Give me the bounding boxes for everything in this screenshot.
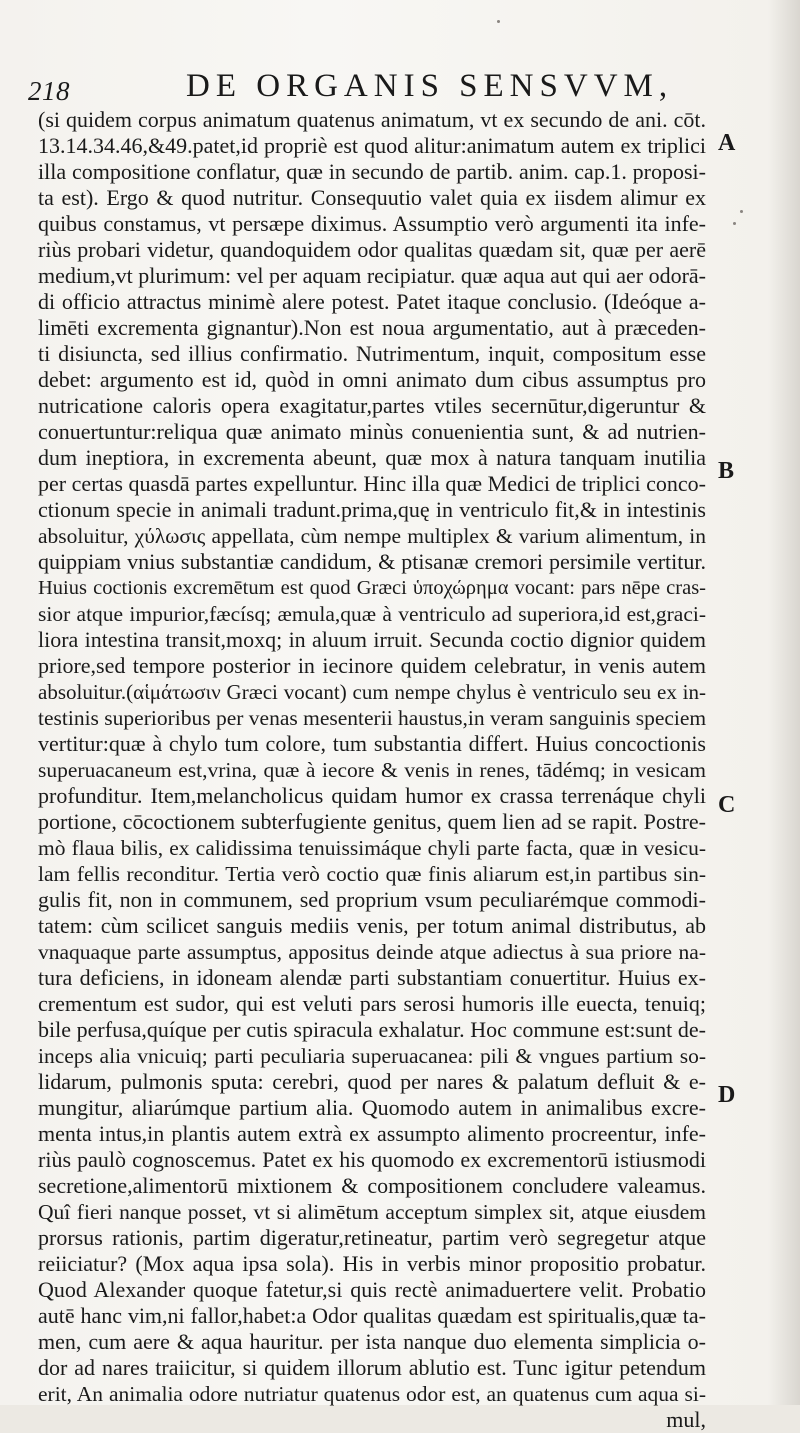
text-line: mò flaua bilis, ex calidissima tenuissimáque chyli parte facta, quæ in vesicu- bbox=[38, 836, 706, 860]
margin-letter-b: B bbox=[718, 458, 735, 484]
text-line: liora intestina transit,moxq; in aluum irruit. Secunda coctio dignior quidem bbox=[38, 627, 706, 652]
text-line: lam fellis reconditur. Tertia verò coctio quæ finis aliarum est,in partibus sin- bbox=[38, 862, 706, 886]
text-line: bile perfusa,quíque per cutis spiracula exhalatur. Hoc commune est:sunt de- bbox=[38, 1017, 706, 1042]
page-header bbox=[28, 68, 708, 108]
text-line: vnaquaque parte assumptus, appositus deinde atque adiectus à sua priore na- bbox=[38, 940, 706, 964]
text-line: erit, An animalia odore nutriatur quatenus odor est, an quatenus cum aqua si- bbox=[38, 1382, 706, 1406]
text-line: riùs probari videtur, quandoquidem odor qualitas quædam sit, quæ per aerē bbox=[38, 237, 706, 262]
margin-letter-c: C bbox=[718, 792, 736, 818]
text-line: secretione,alimentorū mixtionem & compositionem concludere valeamus. bbox=[38, 1173, 706, 1198]
text-line: quippiam vnius substantiæ candidum, & ptisanæ cremori persimile vertitur. bbox=[38, 549, 706, 574]
text-line: tura deficiens, in idoneam alendæ parti substantiam conuertitur. Huius ex- bbox=[38, 965, 706, 990]
text-line: prorsus rationis, partim digeratur,retineatur, partim verò segregetur atque bbox=[38, 1225, 706, 1250]
text-line: portione, cōcoctionem subterfugiente genitus, quem lien ad se rapit. Postre- bbox=[38, 809, 706, 834]
text-line: sior atque impurior,fæcísq; æmula,quæ à ventriculo ad superiora,id est,graci- bbox=[38, 602, 706, 626]
text-line: debet: argumento est id, quòd in omni animato dum cibus assumptus pro bbox=[38, 367, 706, 392]
text-line: Huius coctionis excremētum est quod Græci ὑποχώρημα vocant: pars nēpe cras- bbox=[38, 577, 706, 599]
text-line: per certas quasdā partes expelluntur. Hinc illa quæ Medici de triplici conco- bbox=[38, 471, 706, 496]
text-line: gulis fit, non in communem, sed proprium vsum peculiarémque commodi- bbox=[38, 887, 706, 912]
text-line: vertitur:quæ à chylo tum colore, tum substantia differt. Huius concoctionis bbox=[38, 731, 706, 756]
running-head: DE ORGANIS SENSVVM, bbox=[186, 68, 674, 104]
margin-letter-d: D bbox=[718, 1082, 736, 1108]
paper-speck bbox=[497, 20, 500, 23]
text-line: dum ineptiora, in excrementa abeunt, quæ mox à natura tanquam inutilia bbox=[38, 445, 706, 470]
text-line: mul, bbox=[666, 1407, 706, 1432]
text-line: priore,sed tempore posterior in iecinore quidem celebratur, in venis autem bbox=[38, 653, 706, 678]
text-line: conuertuntur:reliqua quæ animato minùs conuenientia sunt, & ad nutrien- bbox=[38, 419, 706, 444]
text-line: (si quidem corpus animatum quatenus animatum, vt ex secundo de ani. cōt. bbox=[38, 107, 706, 132]
text-line: medium,vt plurimum: vel per aquam recipiatur. quæ aqua aut qui aer odorā- bbox=[38, 263, 706, 288]
text-line: lidarum, pulmonis sputa: cerebri, quod per nares & palatum defluit & e- bbox=[38, 1069, 706, 1094]
text-line: 13.14.34.46,&49.patet,id propriè est quod alitur:animatum autem ex triplici bbox=[38, 133, 706, 158]
text-line: limēti excrementa gignantur).Non est noua argumentatio, aut à præceden- bbox=[38, 315, 706, 340]
text-line: riùs paulò cognoscemus. Patet ex his quomodo ex excrementorū istiusmodi bbox=[38, 1147, 706, 1172]
text-line: mungitur, aliarúmque partium alia. Quomodo autem in animalibus excre- bbox=[38, 1095, 706, 1120]
text-line: tatem: cùm scilicet sanguis mediis venis, per totum animal distributus, ab bbox=[38, 913, 706, 938]
text-line: Quod Alexander quoque fatetur,si quis rectè animaduertere velit. Probatio bbox=[38, 1277, 706, 1302]
text-line: ctionum specie in animali tradunt.prima,quę in ventriculo fit,& in intestinis bbox=[38, 497, 706, 522]
text-line: nutricatione caloris opera exagitatur,partes vtiles secernūtur,digeruntur & bbox=[38, 393, 706, 418]
text-line: profunditur. Item,melancholicus quidam humor ex crassa terrenáque chyli bbox=[38, 783, 706, 808]
text-line: di officio attractus minimè alere potest. Patet itaque conclusio. (Ideóque a- bbox=[38, 289, 706, 314]
text-line: Quî fieri nanque posset, vt si alimētum acceptum simplex sit, atque eiusdem bbox=[38, 1200, 706, 1224]
paper-speck bbox=[740, 210, 743, 213]
text-line: menta intus,in plantis autem extrà ex assumpto alimento procreentur, infe- bbox=[38, 1121, 706, 1146]
text-line: dor ad nares traiicitur, si quidem illorum ablutio est. Tunc igitur petendum bbox=[38, 1355, 706, 1380]
text-line: ta est). Ergo & quod nutritur. Consequutio valet quia ex iisdem alimur ex bbox=[38, 185, 706, 210]
text-line: absoluitur.(αἱμάτωσιν Græci vocant) cum nempe chylus è ventriculo seu ex in- bbox=[38, 680, 706, 704]
text-line: men, cum aere & aqua hauritur. per ista nanque duo elementa simplicia o- bbox=[38, 1329, 706, 1354]
body-text bbox=[38, 107, 706, 1433]
text-line: quibus constamus, vt persæpe diximus. Assumptio verò argumenti ita infe- bbox=[38, 211, 706, 236]
text-line: absoluitur, χύλωσις appellata, cùm nempe multiplex & varium alimentum, in bbox=[38, 524, 706, 548]
text-line: superuacaneum est,vrina, quæ à iecore & venis in renes, tādémq; in vesicam bbox=[38, 758, 706, 782]
paper-speck bbox=[733, 222, 736, 225]
text-line: crementum est sudor, qui est veluti pars serosi humoris ille euecta, tenuiq; bbox=[38, 991, 706, 1016]
page-number: 218 bbox=[28, 76, 70, 106]
text-line: illa compositione conflatur, quæ in secundo de partib. anim. cap.1. proposi- bbox=[38, 159, 706, 184]
text-line: reiiciatur? (Mox aqua ipsa sola). His in verbis minor propositio probatur. bbox=[38, 1251, 706, 1276]
text-line: inceps alia vnicuiq; parti peculiaria superuacanea: pili & vngues partium so- bbox=[38, 1044, 706, 1068]
text-line: testinis superioribus per venas mesenterii haustus,in veram sanguinis speciem bbox=[38, 706, 707, 730]
text-line: autē hanc vim,ni fallor,habet:a Odor qualitas quædam est spiritualis,quæ ta- bbox=[38, 1303, 706, 1328]
margin-letter-a: A bbox=[718, 130, 736, 156]
text-line: ti disiuncta, sed illius confirmatio. Nutrimentum, inquit, compositum esse bbox=[38, 341, 706, 366]
